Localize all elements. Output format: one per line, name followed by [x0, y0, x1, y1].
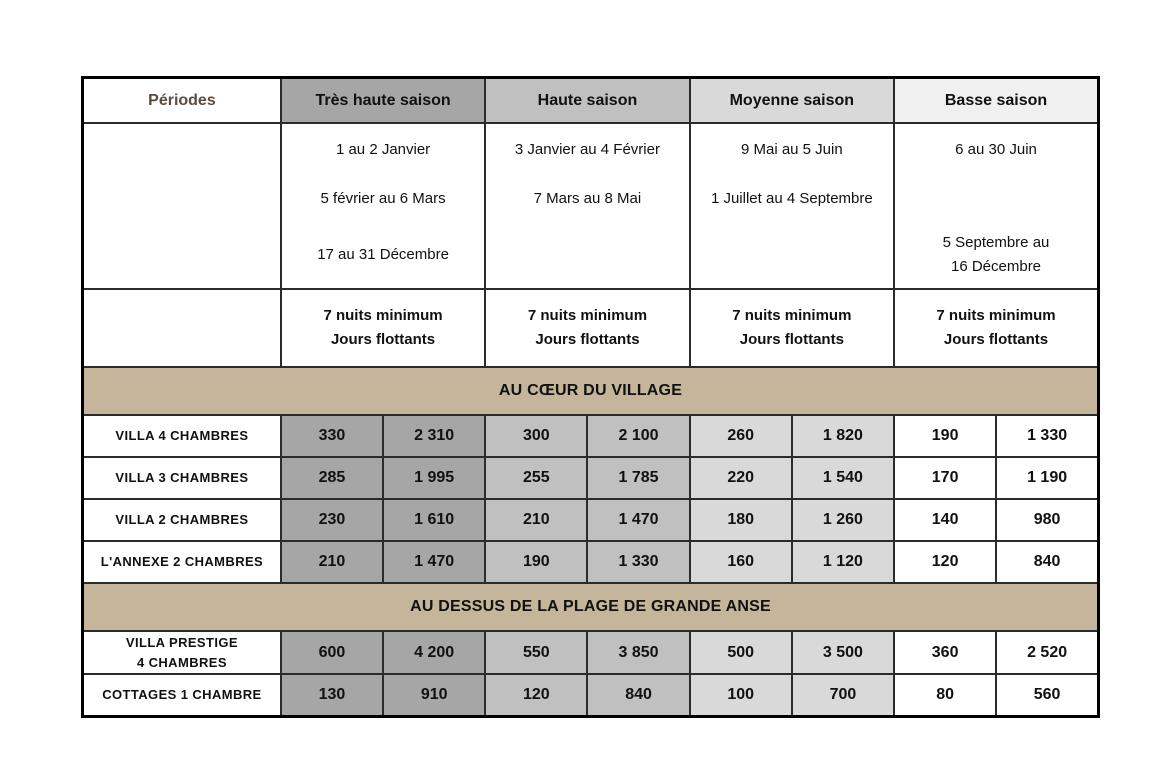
minimum-basse	[894, 289, 1098, 367]
header-row	[83, 78, 1099, 124]
row-label: VILLA 4 CHAMBRES	[83, 415, 281, 457]
price-cell: 1 330	[587, 541, 689, 583]
minimum-nights: 7 nuits minimum	[936, 307, 1056, 324]
minimum-nights: 7 nuits minimum	[527, 307, 648, 324]
price-cell: 300	[485, 415, 587, 457]
floating-days: Jours flottants	[943, 331, 1049, 348]
price-cell: 190	[485, 541, 587, 583]
section-title-plage: AU DESSUS DE LA PLAGE DE GRANDE ANSE	[83, 583, 1099, 631]
periodes-header: Périodes	[83, 78, 281, 124]
table-row	[83, 499, 1099, 541]
season-header-haute: Haute saison	[485, 78, 689, 124]
season-header-basse: Basse saison	[894, 78, 1098, 124]
price-cell: 3 500	[792, 631, 894, 674]
date-range: 16 Décembre	[950, 258, 1042, 275]
table-row	[83, 415, 1099, 457]
date-range: 3 Janvier au 4 Février	[514, 141, 660, 158]
price-cell: 1 260	[792, 499, 894, 541]
dates-basse	[894, 123, 1098, 289]
dates-tres-haute	[281, 123, 485, 289]
price-cell: 160	[690, 541, 792, 583]
date-range: 7 Mars au 8 Mai	[533, 190, 642, 207]
price-cell: 100	[690, 674, 792, 717]
rate-table	[81, 76, 1100, 718]
price-cell: 1 470	[383, 541, 485, 583]
row-label	[83, 631, 281, 674]
minimum-stay-row	[83, 289, 1099, 367]
price-cell: 1 995	[383, 457, 485, 499]
minimum-nights: 7 nuits minimum	[732, 307, 852, 324]
date-range: 9 Mai au 5 Juin	[740, 141, 843, 158]
minimum-moyenne	[690, 289, 894, 367]
table-row	[83, 674, 1099, 717]
row-label-line: 4 CHAMBRES	[136, 654, 227, 670]
row-label: VILLA 2 CHAMBRES	[83, 499, 281, 541]
minimum-label-cell	[83, 289, 281, 367]
price-cell: 190	[894, 415, 996, 457]
date-range: 1 au 2 Janvier	[335, 141, 431, 158]
price-cell: 330	[281, 415, 383, 457]
season-header-moyenne: Moyenne saison	[690, 78, 894, 124]
price-cell: 180	[690, 499, 792, 541]
row-label: COTTAGES 1 CHAMBRE	[83, 674, 281, 717]
row-label: L'ANNEXE 2 CHAMBRES	[83, 541, 281, 583]
price-cell: 1 120	[792, 541, 894, 583]
price-cell: 210	[281, 541, 383, 583]
price-cell: 140	[894, 499, 996, 541]
minimum-haute	[485, 289, 689, 367]
floating-days: Jours flottants	[535, 331, 640, 348]
price-cell: 1 610	[383, 499, 485, 541]
price-cell: 2 310	[383, 415, 485, 457]
dates-haute	[485, 123, 689, 289]
date-range: 5 février au 6 Mars	[320, 190, 446, 207]
price-cell: 260	[690, 415, 792, 457]
minimum-nights: 7 nuits minimum	[323, 307, 443, 324]
price-cell: 220	[690, 457, 792, 499]
section-row-plage	[83, 583, 1099, 631]
dates-moyenne	[690, 123, 894, 289]
price-cell: 285	[281, 457, 383, 499]
price-cell: 2 520	[996, 631, 1098, 674]
minimum-tres-haute	[281, 289, 485, 367]
price-cell: 980	[996, 499, 1098, 541]
floating-days: Jours flottants	[739, 331, 844, 348]
section-title-village: AU CŒUR DU VILLAGE	[83, 367, 1099, 415]
price-cell: 1 330	[996, 415, 1098, 457]
price-cell: 120	[894, 541, 996, 583]
price-cell: 170	[894, 457, 996, 499]
row-label: VILLA 3 CHAMBRES	[83, 457, 281, 499]
price-cell: 120	[485, 674, 587, 717]
price-cell: 550	[485, 631, 587, 674]
price-cell: 840	[587, 674, 689, 717]
price-cell: 560	[996, 674, 1098, 717]
price-cell: 2 100	[587, 415, 689, 457]
date-range: 17 au 31 Décembre	[317, 246, 449, 263]
table-row	[83, 541, 1099, 583]
price-cell: 1 540	[792, 457, 894, 499]
price-cell: 1 190	[996, 457, 1098, 499]
price-cell: 500	[690, 631, 792, 674]
price-cell: 910	[383, 674, 485, 717]
table-row	[83, 631, 1099, 674]
dates-row	[83, 123, 1099, 289]
date-range: 6 au 30 Juin	[955, 141, 1037, 158]
price-cell: 3 850	[587, 631, 689, 674]
price-cell: 4 200	[383, 631, 485, 674]
date-range: 1 Juillet au 4 Septembre	[710, 190, 873, 207]
price-cell: 255	[485, 457, 587, 499]
date-range: 5 Septembre au	[942, 234, 1050, 251]
season-header-tres-haute: Très haute saison	[281, 78, 485, 124]
floating-days: Jours flottants	[330, 331, 436, 348]
row-label-line: VILLA PRESTIGE	[125, 634, 238, 650]
price-cell: 840	[996, 541, 1098, 583]
price-cell: 80	[894, 674, 996, 717]
price-cell: 130	[281, 674, 383, 717]
price-cell: 1 785	[587, 457, 689, 499]
dates-label-cell	[83, 123, 281, 289]
price-cell: 210	[485, 499, 587, 541]
table-row	[83, 457, 1099, 499]
price-cell: 1 820	[792, 415, 894, 457]
section-row-village	[83, 367, 1099, 415]
price-cell: 230	[281, 499, 383, 541]
price-cell: 600	[281, 631, 383, 674]
price-cell: 1 470	[587, 499, 689, 541]
price-cell: 700	[792, 674, 894, 717]
price-cell: 360	[894, 631, 996, 674]
